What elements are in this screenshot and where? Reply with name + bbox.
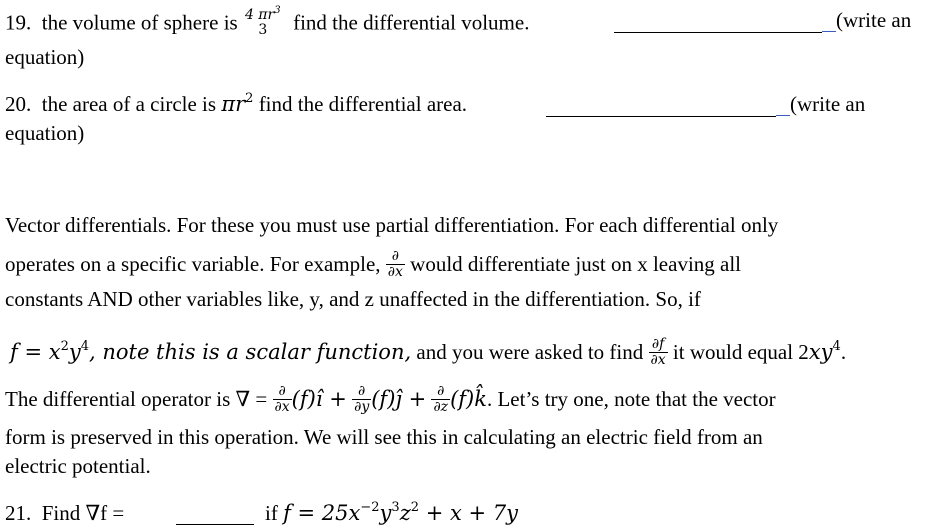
q20-hint	[776, 94, 865, 116]
q20-hint-cont: equation)	[5, 121, 85, 145]
f-definition: f = x	[10, 340, 61, 364]
q20-hint-text: (write an	[790, 92, 866, 116]
q21-answer-blank[interactable]	[176, 506, 254, 525]
q21-text: Find ∇f =	[41, 501, 125, 525]
q19-text-before: the volume of sphere is	[41, 10, 238, 35]
term-x: (f)î +	[291, 387, 347, 411]
vector-line-2b: would differentiate just on x leaving all	[410, 252, 742, 276]
q19-hint-text: (write an	[836, 8, 912, 32]
question-20	[5, 91, 468, 116]
vector-line-5b: . Let’s try one, note that the vector	[486, 387, 776, 411]
df-num: ∂f	[649, 337, 668, 353]
vector-line-7: electric potential.	[5, 454, 151, 478]
op-y-num: ∂	[352, 384, 371, 400]
result-math: xy	[808, 340, 833, 364]
vector-line-5a: The differential operator is ∇ =	[5, 387, 268, 411]
q19-hint-cont: equation)	[5, 45, 85, 69]
partial-x-num: ∂	[386, 249, 405, 265]
vector-line-4b: it would equal 2	[672, 340, 809, 364]
f-exp2: 4	[80, 339, 89, 354]
q20-text-after: find the differential area.	[258, 92, 468, 116]
vector-line-4a: and you were asked to find	[416, 340, 644, 364]
op-z-num: ∂	[431, 384, 450, 400]
q21-if: if	[265, 501, 278, 525]
vector-line-2a: operates on a specific variable. For example,	[5, 252, 381, 276]
q21-number: 21.	[5, 501, 32, 525]
vector-line-3: constants AND other variables like, y, and z unaffected in the differentiation. So, if	[5, 287, 701, 311]
q20-math-exp: 2	[245, 91, 254, 106]
q19-frac-num-exp: 3	[274, 5, 281, 16]
op-y-fraction	[352, 384, 371, 414]
op-x-den: ∂x	[274, 398, 290, 415]
q19-text-after: find the differential volume.	[293, 10, 530, 35]
term-z: (f)k̂	[450, 387, 487, 411]
q21-expr-b: y	[379, 501, 392, 525]
q21-expr-c: z	[399, 501, 411, 525]
q19-hint	[822, 10, 911, 32]
f-y: y	[68, 340, 81, 364]
partial-x-den: ∂x	[387, 263, 403, 280]
q20-answer-blank[interactable]	[546, 98, 776, 117]
term-y: (f)ĵ +	[371, 387, 427, 411]
q20-text-before: the area of a circle is	[41, 92, 217, 116]
q21-exp2: 3	[391, 500, 400, 515]
q20-number: 20.	[5, 92, 32, 116]
partial-x-fraction	[386, 249, 405, 279]
vector-line-2	[5, 248, 742, 281]
q19-frac-den: 3	[258, 21, 268, 38]
op-y-den: ∂y	[354, 398, 370, 415]
q20-math: πr	[221, 92, 246, 116]
q21-expression	[265, 500, 519, 525]
question-21	[5, 503, 124, 524]
op-x-num: ∂	[273, 384, 292, 400]
q21-expr-d: + x + 7y	[419, 501, 519, 525]
result-exp: 4	[832, 339, 841, 354]
f-exp1: 2	[60, 339, 69, 354]
vector-line-4-end: .	[840, 340, 847, 364]
vector-line-4	[10, 336, 847, 369]
q21-exp1: −2	[360, 500, 380, 515]
op-x-fraction	[273, 384, 292, 414]
question-19	[5, 5, 530, 39]
q19-number: 19.	[5, 10, 32, 35]
df-dx-fraction	[649, 337, 668, 367]
f-note: , note this is a scalar function,	[89, 340, 412, 364]
q21-exp3: 2	[410, 500, 420, 515]
q21-expr-a: f = 25x	[283, 501, 361, 525]
op-z-fraction	[431, 384, 450, 414]
op-z-den: ∂z	[433, 398, 449, 415]
df-den: ∂x	[650, 351, 666, 368]
vector-line-5	[5, 383, 776, 416]
q19-frac-num: 4 πr	[244, 7, 275, 23]
q19-volume-fraction	[243, 5, 283, 38]
vector-line-1: Vector differentials. For these you must use partial differentiation. For each differential only	[5, 213, 779, 237]
q19-answer-blank[interactable]	[614, 14, 822, 33]
vector-line-6: form is preserved in this operation. We will see this in calculating an electric field from an	[5, 425, 763, 449]
